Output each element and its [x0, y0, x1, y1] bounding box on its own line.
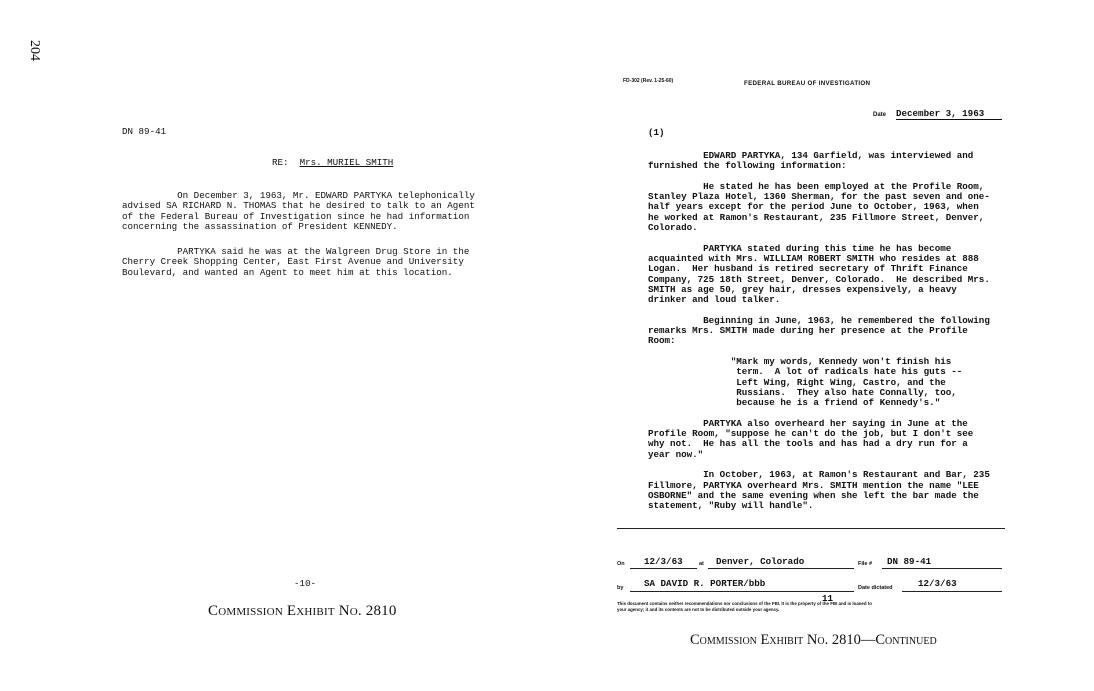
right-exhibit-caption: Commission Exhibit No. 2810—Continued	[690, 632, 937, 648]
at-label: at	[699, 561, 704, 567]
date-value: December 3, 1963	[896, 109, 1002, 120]
by-underline	[630, 591, 854, 592]
page-number: 204	[27, 40, 42, 61]
file-label: File #	[858, 561, 873, 567]
on-value: 12/3/63	[644, 556, 683, 567]
file-underline	[882, 568, 1002, 569]
form-divider	[617, 528, 1005, 529]
re-label: RE:	[272, 157, 289, 168]
right-page-number: 11	[822, 593, 834, 604]
left-paragraph-2: PARTYKA said he was at the Walgreen Drug Store in the Cherry Creek Shopping Center, East First Avenue and University Boulevard, and wanted an Agent to meet him at this location.	[122, 246, 470, 278]
left-paragraph-1: On December 3, 1963, Mr. EDWARD PARTYKA telephonically advised SA RICHARD N. THOMAS that he desired to talk to an Agent of the Federal Bureau of Investigation since he had information concerning the assassination of President KENNEDY.	[122, 190, 475, 232]
left-re-line	[272, 158, 393, 168]
dictated-label: Date dictated	[858, 585, 893, 591]
on-underline	[630, 568, 697, 569]
date-label: Date	[873, 112, 887, 118]
dictated-underline	[902, 591, 1002, 592]
fbi-fine-print: This document contains neither recommendations nor conclusions of the FBI. It is the property of the FBI and is loaned to your agency; it and its contents are not to be distributed outside your agency.	[617, 601, 872, 612]
left-exhibit-caption: Commission Exhibit No. 2810	[208, 603, 397, 619]
fbi-header: FEDERAL BUREAU OF INVESTIGATION	[744, 80, 871, 87]
on-label: On	[617, 561, 625, 567]
form-code: FD-302 (Rev. 1-25-60)	[623, 78, 674, 84]
left-footer-page-number: -10-	[294, 578, 317, 589]
re-subject: Mrs. MURIEL SMITH	[299, 157, 394, 168]
at-value: Denver, Colorado	[716, 556, 805, 567]
left-file-number: DN 89-41	[122, 126, 167, 137]
by-value: SA DAVID R. PORTER/bbb	[644, 578, 766, 589]
item-number: (1)	[648, 127, 665, 138]
file-value: DN 89-41	[887, 556, 932, 567]
interview-body: EDWARD PARTYKA, 134 Garfield, was interviewed and furnished the following information: He stated he has been employed at the Profile Room, Stanley Plaza Hotel, 1360 Sherman, for the past seven and one- half years except for the period June to October, 1963, when he worked at Ramon's Restaurant, 235 Fillmore Street, Denver, Colorado. PARTYKA stated during this time he has become acquainted with Mrs. WILLIAM ROBERT SMITH who resides at 888 Logan. Her husband is retired secretary of Thrift Finance Company, 725 18th Street, Denver, Colorado. He described Mrs. SMITH as age 50, grey hair, dresses expensively, a heavy drinker and loud talker. Beginning in June, 1963, he remembered the following remarks Mrs. SMITH made during her presence at the Profile Room: "Mark my words, Kennedy won't finish his term. A lot of radicals hate his guts -- Left Wing, Right Wing, Castro, and the Russians. They also hate Connally, too, because he is a friend of Kennedy's." PARTYKA also overheard her saying in June at the Profile Room, "suppose he can't do the job, but I don't see why not. He has all the tools and has had a dry run for a year now." In October, 1963, at Ramon's Restaurant and Bar, 235 Fillmore, PARTYKA overheard Mrs. SMITH mention the name "LEE OSBORNE" and the same evening when she left the bar made the statement, "Ruby will handle".	[648, 150, 990, 512]
by-label: by	[617, 585, 624, 591]
dictated-value: 12/3/63	[918, 578, 957, 589]
at-underline	[708, 568, 854, 569]
